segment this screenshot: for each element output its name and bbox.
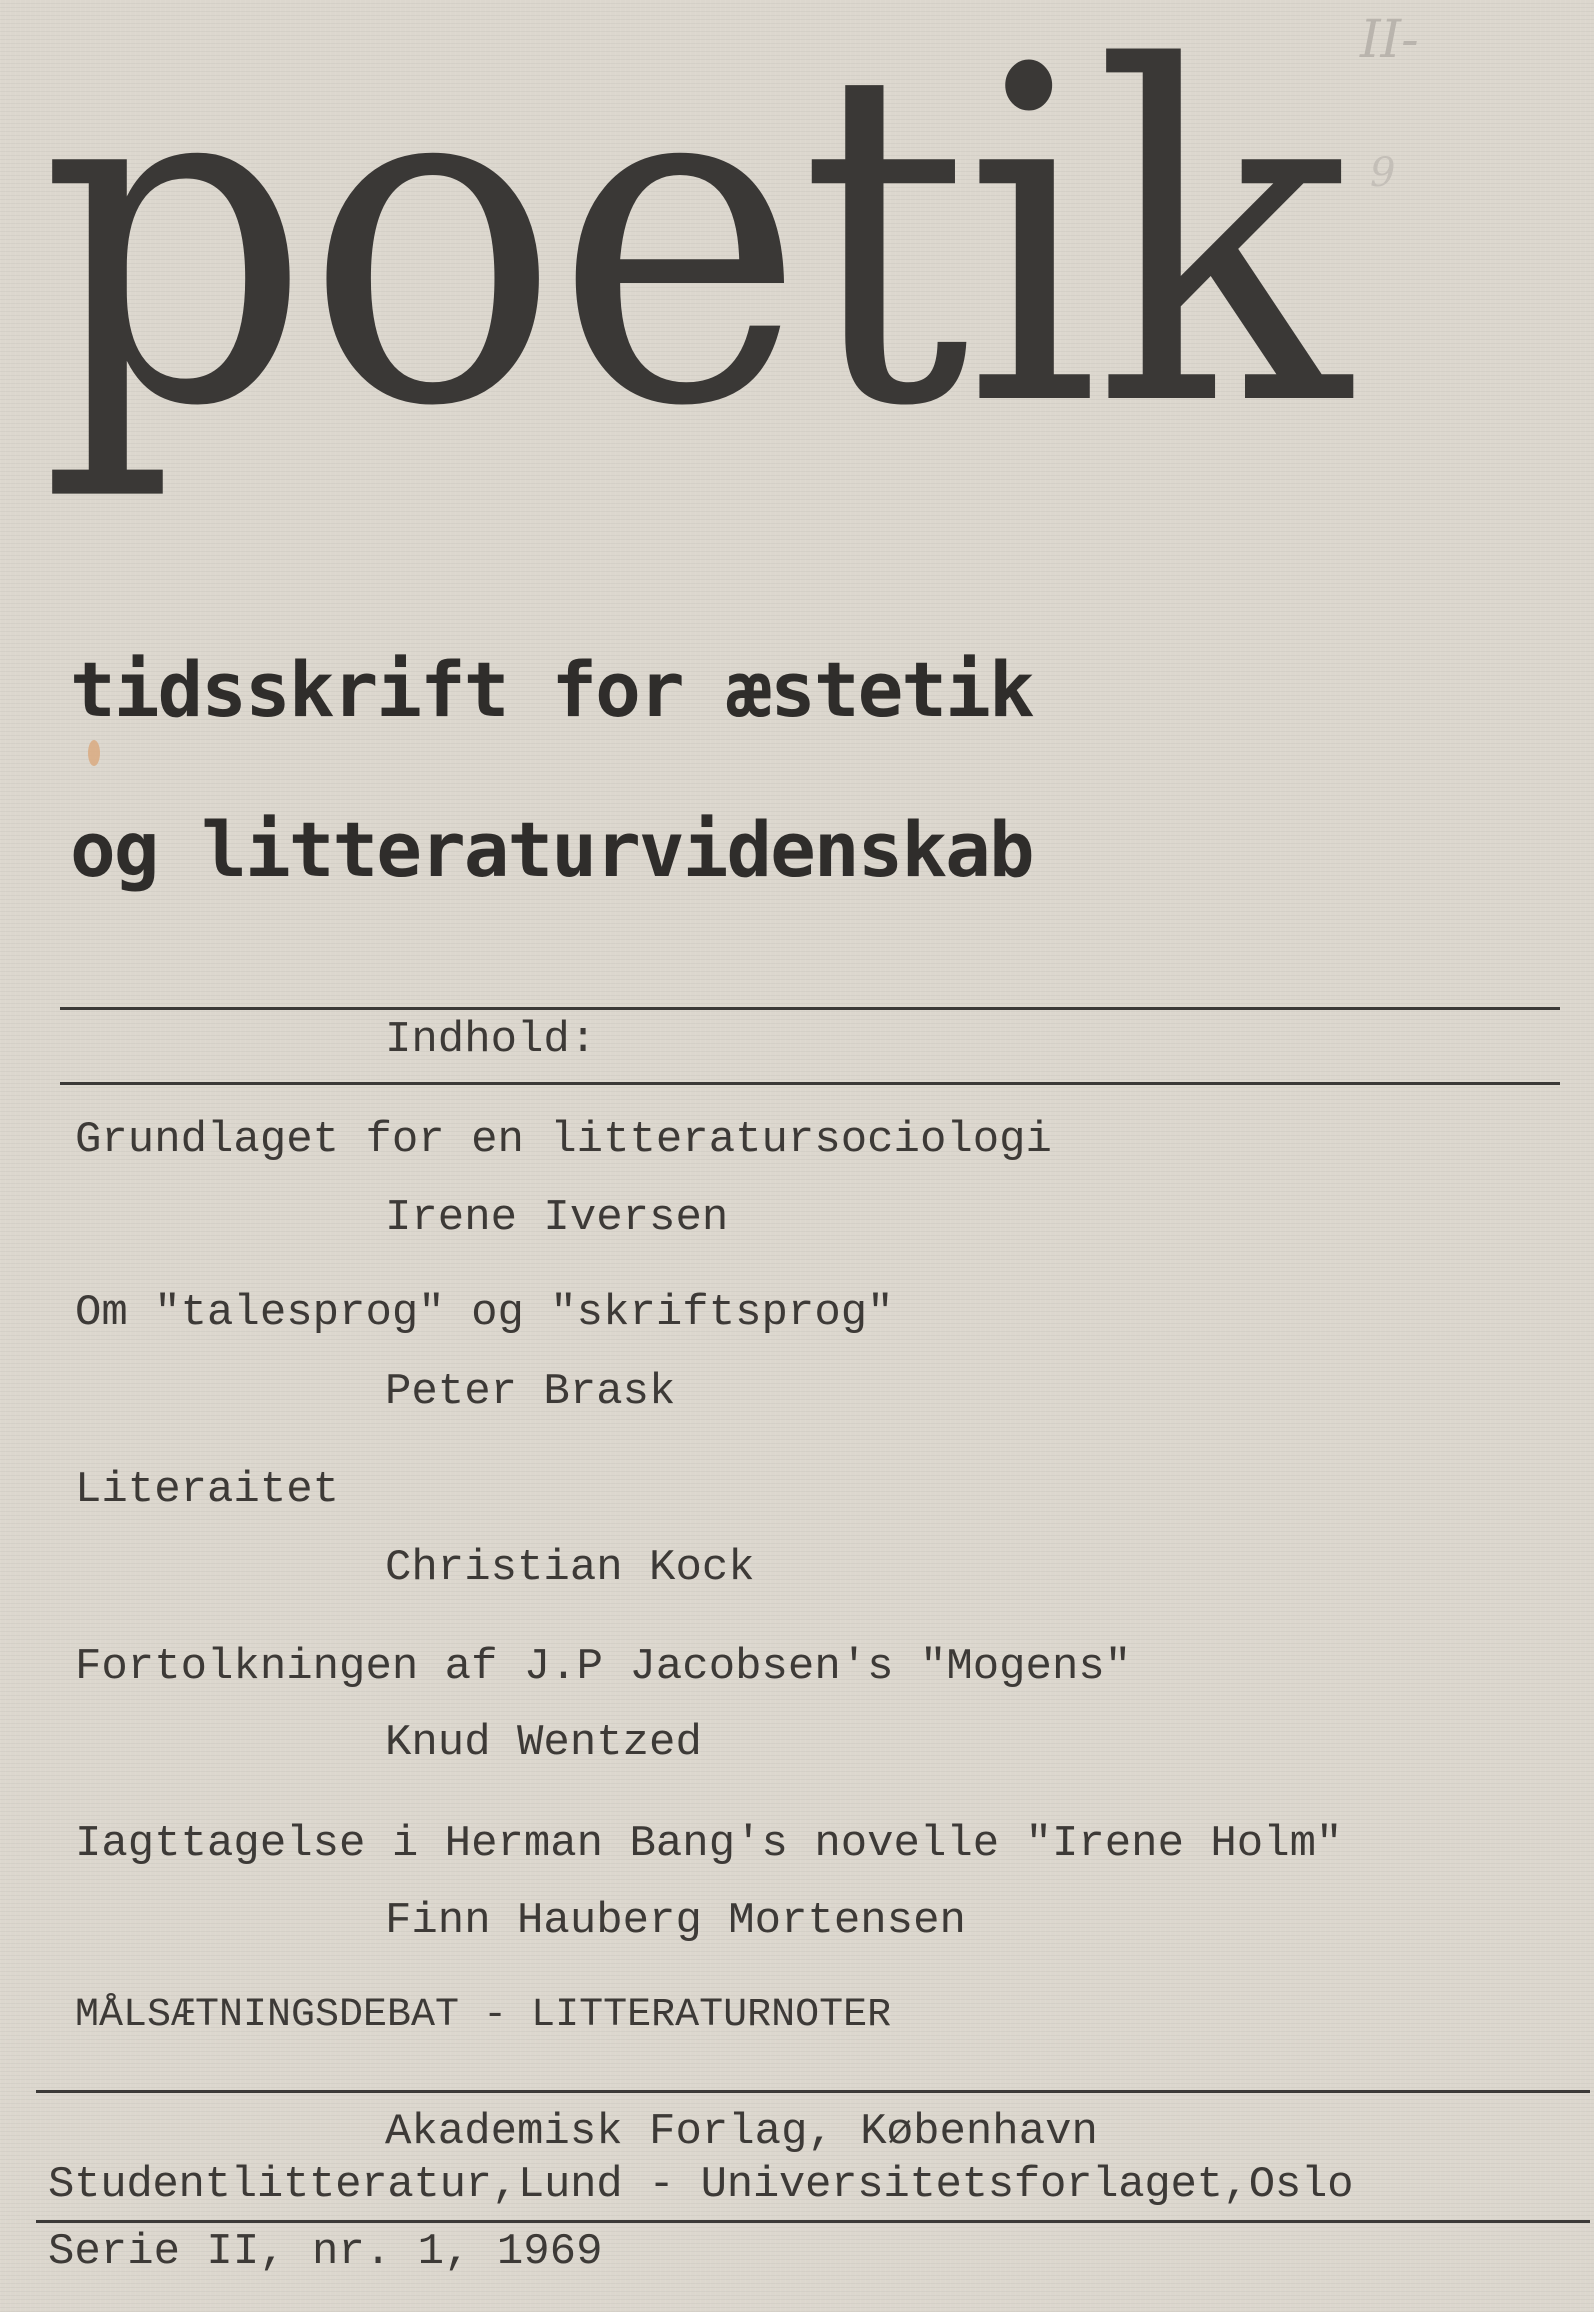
divider-top (60, 1007, 1560, 1010)
debate-line: MÅLSÆTNINGSDEBAT - LITTERATURNOTER (75, 1993, 892, 2038)
contents-author-2: Peter Brask (385, 1367, 676, 1417)
publisher-line-1: Akademisk Forlag, København (385, 2107, 1098, 2157)
contents-author-4: Knud Wentzed (385, 1718, 702, 1768)
subtitle-line-2: og litteraturvidenskab (70, 805, 1033, 894)
contents-heading: Indhold: (385, 1015, 597, 1065)
handwritten-number: 9 (1370, 150, 1396, 196)
contents-author-3: Christian Kock (385, 1543, 755, 1593)
divider-footer (36, 2220, 1590, 2223)
handwritten-mark: II- (1360, 10, 1419, 70)
contents-title-4: Fortolkningen af J.P Jacobsen's "Mogens" (75, 1642, 1132, 1692)
paper-stain (88, 740, 100, 766)
contents-title-3: Literaitet (75, 1465, 340, 1515)
contents-title-2: Om "talesprog" og "skriftsprog" (75, 1288, 894, 1338)
series-info: Serie II, nr. 1, 1969 (48, 2227, 603, 2277)
publisher-line-2: Studentlitteratur,Lund - Universitetsforlaget,Oslo (48, 2160, 1354, 2210)
divider-bottom (36, 2090, 1590, 2093)
contents-title-5: Iagttagelse i Herman Bang's novelle "Irene Holm" (75, 1819, 1343, 1869)
contents-title-1: Grundlaget for en litteratursociologi (75, 1115, 1052, 1165)
journal-title: poetik (40, 0, 1345, 507)
contents-author-5: Finn Hauberg Mortensen (385, 1896, 966, 1946)
subtitle-line-1: tidsskrift for æstetik (70, 645, 1033, 734)
divider-contents (60, 1082, 1560, 1085)
contents-author-1: Irene Iversen (385, 1193, 729, 1243)
